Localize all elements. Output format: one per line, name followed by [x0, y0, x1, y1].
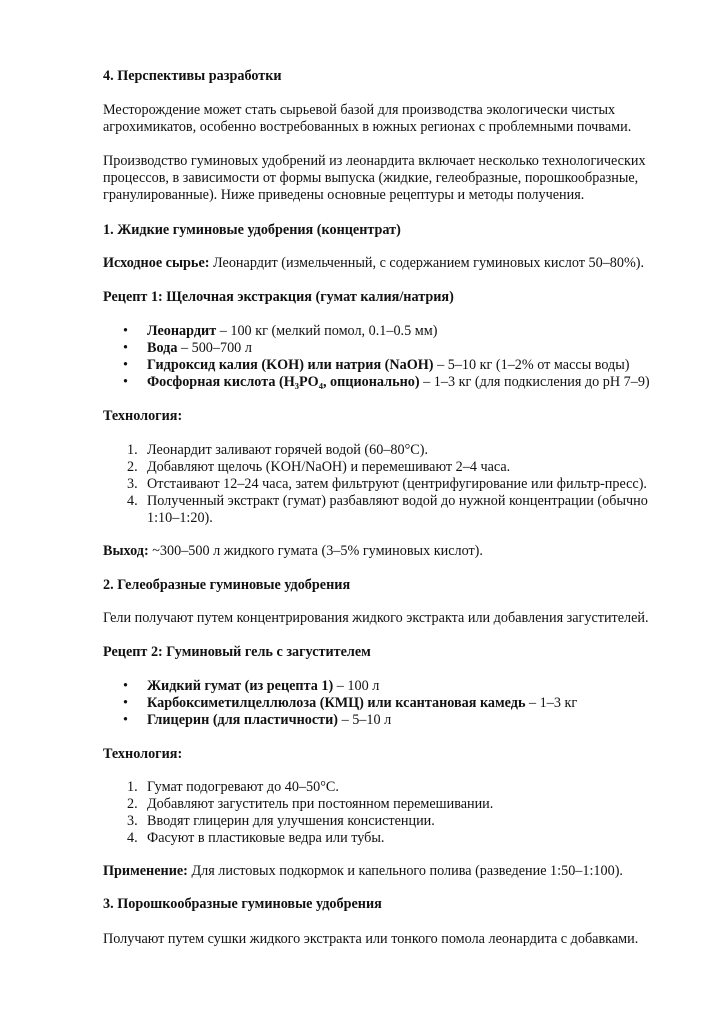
technology-heading: Технология:	[103, 746, 183, 762]
subsection-heading: 3. Порошкообразные гуминовые удобрения	[103, 896, 382, 912]
paragraph: Гели получают путем концентрирования жидкого экстракта или добавления загустителей.	[103, 610, 649, 626]
raw-material-label: Исходное сырье:	[103, 255, 210, 271]
application-text: Для листовых подкормок и капельного полива (разведение 1:50–1:100).	[187, 863, 623, 879]
ingredient-name: Фосфорная кислота (H₃PO₄, опционально)	[147, 374, 420, 390]
bullet: •	[123, 340, 128, 356]
section-heading: 4. Перспективы разработки	[103, 68, 282, 84]
list-item	[103, 779, 673, 796]
ingredient-name: Жидкий гумат (из рецепта 1)	[147, 678, 334, 694]
step-text: Добавляют щелочь (KOH/NaOH) и перемешивают 2–4 часа.	[147, 459, 511, 475]
list-item	[103, 796, 673, 813]
list-item	[103, 357, 673, 374]
list-item	[103, 695, 673, 712]
technology-heading: Технология:	[103, 408, 183, 424]
yield-line	[103, 543, 673, 560]
step-text: Леонардит заливают горячей водой (60–80°C).	[147, 442, 429, 458]
step-number: 3.	[127, 813, 138, 829]
step-number: 4.	[127, 830, 138, 846]
bullet: •	[123, 323, 128, 339]
step-number: 2.	[127, 459, 138, 475]
step-text: Отстаивают 12–24 часа, затем фильтруют (центрифугирование или фильтр-пресс).	[147, 476, 647, 492]
yield-label: Выход:	[103, 543, 149, 559]
paragraph: Получают путем сушки жидкого экстракта или тонкого помола леонардита с добавками.	[103, 931, 639, 947]
list-item	[103, 813, 673, 830]
ingredient-name: Леонардит	[147, 323, 217, 339]
step-number: 1.	[127, 442, 138, 458]
step-number: 2.	[127, 796, 138, 812]
bullet: •	[123, 374, 128, 390]
step-text: Фасуют в пластиковые ведра или тубы.	[147, 830, 385, 846]
application-label: Применение:	[103, 863, 188, 879]
subsection-heading: 2. Гелеобразные гуминовые удобрения	[103, 577, 351, 593]
step-text: Полученный экстракт (гумат) разбавляют водой до нужной концентрации (обычно 1:10–1:20).	[147, 493, 648, 526]
bullet: •	[123, 357, 128, 373]
step-number: 4.	[127, 493, 138, 509]
paragraph: Месторождение может стать сырьевой базой для производства экологически чистых агрохимикатов, особенно востребованных в южных регионах с проблемными почвами.	[103, 102, 632, 135]
list-item	[103, 493, 673, 527]
ingredient-detail: – 1–3 кг (для подкисления до pH 7–9)	[419, 374, 650, 390]
bullet: •	[123, 695, 128, 711]
list-item	[103, 323, 673, 340]
step-text: Вводят глицерин для улучшения консистенции.	[147, 813, 435, 829]
list-item	[103, 340, 673, 357]
step-number: 3.	[127, 476, 138, 492]
ingredient-detail: – 500–700 л	[177, 340, 252, 356]
ingredient-name: Вода	[147, 340, 178, 356]
ingredient-detail: – 5–10 л	[338, 712, 392, 728]
bullet: •	[123, 678, 128, 694]
list-item	[103, 476, 673, 493]
application-line	[103, 863, 673, 880]
bullet: •	[123, 712, 128, 728]
recipe-heading: Рецепт 1: Щелочная экстракция (гумат калия/натрия)	[103, 289, 454, 305]
ingredient-detail: – 5–10 кг (1–2% от массы воды)	[433, 357, 630, 373]
paragraph: Производство гуминовых удобрений из леонардита включает несколько технологических процессов, в зависимости от формы выпуска (жидкие, гелеобразные, порошкообразные, гранулированные). Ниже приведены основные рецептуры и методы получения.	[103, 153, 646, 203]
step-list	[103, 779, 673, 847]
ingredient-detail: – 100 кг (мелкий помол, 0.1–0.5 мм)	[216, 323, 438, 339]
ingredient-detail: – 1–3 кг	[525, 695, 578, 711]
ingredient-name: Гидроксид калия (KOH) или натрия (NaOH)	[147, 357, 434, 373]
recipe-heading: Рецепт 2: Гуминовый гель с загустителем	[103, 644, 371, 660]
list-item	[103, 712, 673, 729]
raw-material-line	[103, 255, 673, 272]
step-list	[103, 442, 673, 527]
step-number: 1.	[127, 779, 138, 795]
raw-material-text: Леонардит (измельченный, с содержанием гуминовых кислот 50–80%).	[209, 255, 645, 271]
list-item	[103, 374, 673, 391]
list-item	[103, 459, 673, 476]
ingredient-list	[103, 678, 673, 729]
list-item	[103, 442, 673, 459]
ingredient-detail: – 100 л	[333, 678, 380, 694]
ingredient-list	[103, 323, 673, 391]
step-text: Гумат подогревают до 40–50°C.	[147, 779, 339, 795]
yield-text: ~300–500 л жидкого гумата (3–5% гуминовых кислот).	[148, 543, 483, 559]
ingredient-name: Карбоксиметилцеллюлоза (КМЦ) или ксантановая камедь	[147, 695, 526, 711]
step-text: Добавляют загуститель при постоянном перемешивании.	[147, 796, 494, 812]
list-item	[103, 830, 673, 847]
list-item	[103, 678, 673, 695]
ingredient-name: Глицерин (для пластичности)	[147, 712, 339, 728]
subsection-heading: 1. Жидкие гуминовые удобрения (концентрат)	[103, 222, 401, 238]
